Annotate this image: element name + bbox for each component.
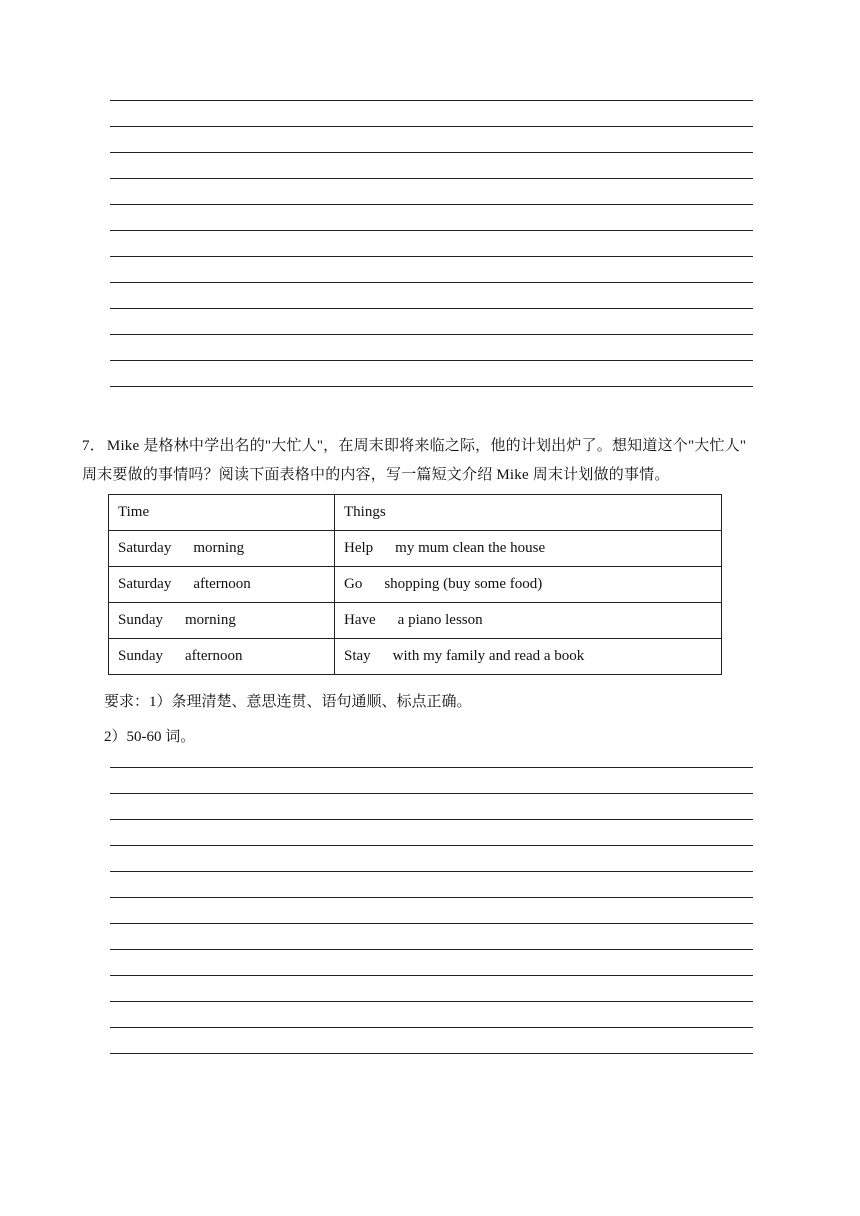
weekend-plan-table	[108, 494, 722, 675]
writing-line[interactable]	[110, 819, 753, 820]
writing-line[interactable]	[110, 308, 753, 309]
writing-line[interactable]	[110, 975, 753, 976]
period-label: morning	[185, 612, 236, 628]
writing-line[interactable]	[110, 386, 753, 387]
activity-verb: Stay	[344, 648, 371, 664]
question-text-line-1	[82, 432, 772, 461]
period-label: afternoon	[193, 576, 251, 592]
day-label: Sunday	[118, 612, 163, 628]
table-header-row	[109, 495, 722, 531]
writing-line[interactable]	[110, 845, 753, 846]
writing-line[interactable]	[110, 178, 753, 179]
things-cell	[335, 639, 722, 675]
writing-line[interactable]	[110, 126, 753, 127]
time-cell	[109, 531, 335, 567]
writing-line[interactable]	[110, 871, 753, 872]
requirement-line-1: 要求：1）条理清楚、意思连贯、语句通顺、标点正确。	[104, 694, 472, 710]
question-number: 7．	[82, 438, 105, 454]
activity-detail: shopping (buy some food)	[384, 576, 543, 592]
writing-line[interactable]	[110, 360, 753, 361]
writing-line[interactable]	[110, 1001, 753, 1002]
activity-detail: my mum clean the house	[395, 540, 546, 556]
activity-verb: Help	[344, 540, 374, 556]
writing-line[interactable]	[110, 897, 753, 898]
activity-detail: with my family and read a book	[392, 648, 585, 664]
question-7	[82, 432, 772, 490]
table-row	[109, 531, 722, 567]
writing-line[interactable]	[110, 204, 753, 205]
things-cell	[335, 567, 722, 603]
writing-line[interactable]	[110, 282, 753, 283]
table-row	[109, 603, 722, 639]
things-cell	[335, 531, 722, 567]
table-row	[109, 567, 722, 603]
header-things: Things	[335, 495, 722, 531]
activity-detail: a piano lesson	[397, 612, 483, 628]
writing-line[interactable]	[110, 100, 753, 101]
activity-verb: Have	[344, 612, 376, 628]
time-cell	[109, 639, 335, 675]
writing-line[interactable]	[110, 334, 753, 335]
writing-line[interactable]	[110, 923, 753, 924]
day-label: Saturday	[118, 540, 172, 556]
writing-line[interactable]	[110, 230, 753, 231]
things-cell	[335, 603, 722, 639]
writing-line[interactable]	[110, 152, 753, 153]
header-time: Time	[109, 495, 335, 531]
question-text-line-2: 周末要做的事情吗？阅读下面表格中的内容，写一篇短文介绍 Mike 周末计划做的事情。	[82, 467, 670, 483]
day-label: Saturday	[118, 576, 172, 592]
table-row	[109, 639, 722, 675]
writing-line[interactable]	[110, 1053, 753, 1054]
writing-line[interactable]	[110, 949, 753, 950]
writing-line[interactable]	[110, 767, 753, 768]
period-label: afternoon	[185, 648, 243, 664]
day-label: Sunday	[118, 648, 163, 664]
time-cell	[109, 567, 335, 603]
writing-line[interactable]	[110, 256, 753, 257]
time-cell	[109, 603, 335, 639]
requirement-line-2: 2）50-60 词。	[104, 729, 196, 745]
question-prompt: Mike 是格林中学出名的"大忙人"，在周末即将来临之际，他的计划出炉了。想知道这个"大忙人"	[106, 438, 747, 454]
activity-verb: Go	[344, 576, 363, 592]
writing-line[interactable]	[110, 1027, 753, 1028]
period-label: morning	[193, 540, 245, 556]
writing-line[interactable]	[110, 793, 753, 794]
